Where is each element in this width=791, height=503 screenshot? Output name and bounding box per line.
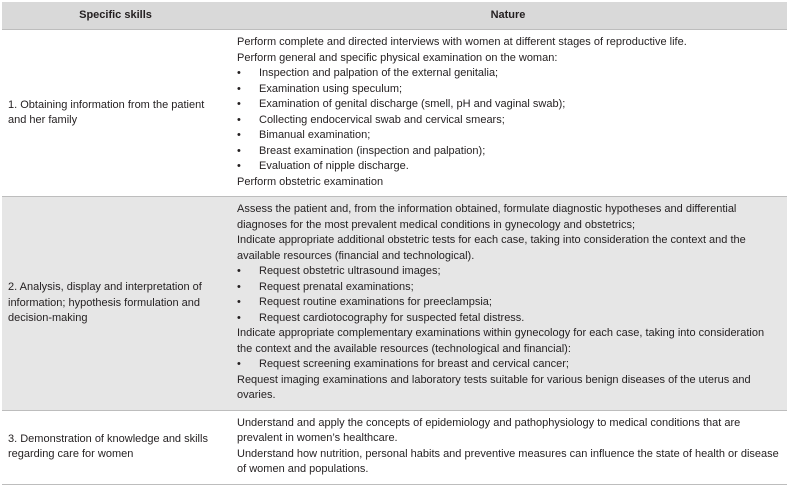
list-item: [237, 128, 779, 144]
nature-cell: [229, 30, 787, 197]
bullet-icon: •: [237, 311, 241, 324]
bullet-icon: •: [237, 82, 241, 95]
list-item-text: Examination using speculum;: [259, 82, 403, 95]
bullet-icon: •: [237, 98, 241, 110]
bullet-icon: •: [237, 129, 241, 141]
bullet-icon: •: [237, 358, 241, 370]
skill-cell: 1. Obtaining information from the patient and her family: [2, 30, 229, 197]
list-item: [237, 264, 779, 280]
nature-text: Assess the patient and, from the information obtained, formulate diagnostic hypotheses and differential diagnoses for the most prevalent medical conditions in gynecology and obstetrics;: [237, 203, 737, 231]
list-item-text: Breast examination (inspection and palpation);: [259, 144, 486, 157]
header-row: [2, 2, 787, 30]
list-item: [237, 113, 779, 129]
header-nature: Nature: [229, 2, 787, 30]
nature-cell: [229, 410, 787, 484]
bullet-icon: •: [237, 160, 241, 172]
list-item-text: Bimanual examination;: [259, 129, 371, 141]
list-item-text: Request obstetric ultrasound images;: [259, 265, 441, 277]
list-item: [237, 82, 779, 98]
bullet-list: [237, 66, 779, 175]
list-item-text: Request cardiotocography for suspected fetal distress.: [259, 311, 525, 324]
list-item: [237, 295, 779, 311]
nature-text: Understand how nutrition, personal habits and preventive measures can influence the state of health or disease of women and populations.: [237, 447, 779, 475]
list-item-text: Request prenatal examinations;: [259, 280, 414, 293]
nature-text: Indicate appropriate additional obstetric tests for each case, taking into consideration the context and the available resources (financial and technological).: [237, 234, 746, 262]
list-item-text: Evaluation of nipple discharge.: [259, 160, 409, 172]
bullet-icon: •: [237, 113, 241, 126]
list-item: [237, 159, 779, 175]
bullet-icon: •: [237, 265, 241, 277]
skill-cell: 3. Demonstration of knowledge and skills regarding care for women: [2, 410, 229, 484]
nature-text: Perform obstetric examination: [237, 175, 384, 188]
list-item: [237, 144, 779, 160]
bullet-list: [237, 264, 779, 326]
bullet-list: [237, 357, 779, 373]
list-item: [237, 311, 779, 327]
bullet-icon: •: [237, 296, 241, 308]
skill-cell: 2. Analysis, display and interpretation of information; hypothesis formulation and decision-making: [2, 197, 229, 411]
nature-cell: [229, 197, 787, 411]
nature-text: Indicate appropriate complementary examinations within gynecology for each case, taking into consideration the context and the available resources (technological and financial):: [237, 327, 765, 355]
list-item: [237, 280, 779, 296]
header-specific-skills: Specific skills: [2, 2, 229, 30]
list-item-text: Inspection and palpation of the external genitalia;: [259, 67, 499, 79]
list-item-text: Request routine examinations for preeclampsia;: [259, 296, 492, 308]
nature-text: Perform general and specific physical examination on the woman:: [237, 51, 558, 64]
nature-text: Understand and apply the concepts of epidemiology and pathophysiology to medical conditions that are prevalent in women’s healthcare.: [237, 416, 741, 444]
table-row: [2, 410, 787, 484]
list-item: [237, 357, 779, 373]
nature-text: Perform complete and directed interviews with women at different stages of reproductive life.: [237, 36, 687, 48]
table-row: [2, 197, 787, 411]
list-item-text: Collecting endocervical swab and cervical smears;: [259, 113, 505, 126]
list-item: [237, 66, 779, 82]
bullet-icon: •: [237, 144, 241, 157]
skills-table: [2, 2, 787, 485]
table-row: [2, 30, 787, 197]
nature-text: Request imaging examinations and laboratory tests suitable for various benign diseases of the uterus and ovaries.: [237, 373, 751, 401]
list-item-text: Request screening examinations for breast and cervical cancer;: [259, 358, 569, 370]
list-item: [237, 97, 779, 113]
list-item-text: Examination of genital discharge (smell, pH and vaginal swab);: [259, 98, 566, 110]
bullet-icon: •: [237, 67, 241, 79]
bullet-icon: •: [237, 280, 241, 293]
